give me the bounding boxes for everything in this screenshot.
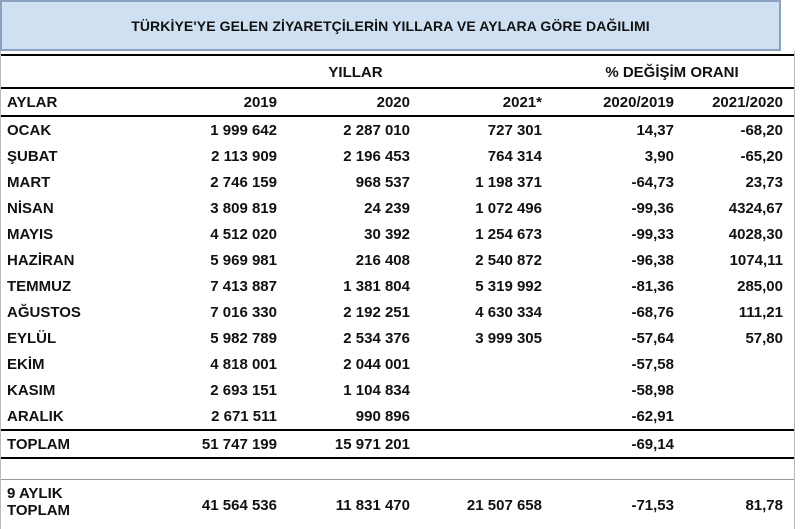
- nine-month-label-line2: TOPLAM: [7, 502, 71, 519]
- total-2020: 15 971 201: [334, 435, 410, 453]
- change-2021-2020: 23,73: [745, 173, 783, 191]
- change-2020-2019: -58,98: [631, 381, 674, 399]
- value-2019: 7 413 887: [210, 277, 277, 295]
- nine-month-2019: 41 564 536: [201, 496, 277, 514]
- col-header-2019: 2019: [243, 93, 277, 111]
- table-row: [1, 169, 794, 195]
- total-2021: [431, 431, 542, 457]
- nine-month-label-line1: 9 AYLIK: [7, 485, 63, 502]
- value-2021: 5 319 992: [475, 277, 542, 295]
- change-2021-2020: -65,20: [740, 147, 783, 165]
- month-name: ARALIK: [7, 407, 64, 425]
- nine-month-2020: 11 831 470: [335, 496, 410, 514]
- change-2020-2019: -81,36: [631, 277, 674, 295]
- change-2021-2020: 111,21: [738, 303, 783, 321]
- month-name: NİSAN: [7, 199, 54, 217]
- value-2021: [431, 351, 542, 377]
- table-row: [1, 117, 794, 143]
- divider-spacer: [1, 479, 794, 480]
- change-2021-2020: 4324,67: [728, 199, 783, 217]
- month-name: EYLÜL: [7, 329, 57, 347]
- total-change-2020-2019: -69,14: [631, 435, 674, 453]
- table-row: [1, 247, 794, 273]
- change-2021-2020: [681, 351, 783, 377]
- table-row: [1, 273, 794, 299]
- value-2019: 2 746 159: [210, 173, 277, 191]
- value-2020: 990 896: [355, 407, 410, 425]
- month-name: OCAK: [7, 121, 52, 139]
- value-2019: 2 113 909: [211, 147, 277, 165]
- month-name: AĞUSTOS: [7, 303, 81, 321]
- value-2021: 764 314: [487, 147, 542, 165]
- change-2021-2020: 57,80: [745, 329, 783, 347]
- change-2021-2020: [681, 403, 783, 429]
- table-title-bar: [0, 0, 781, 51]
- col-header-months: AYLAR: [7, 93, 58, 111]
- table-row: [1, 221, 794, 247]
- total-row: [1, 431, 794, 457]
- table-frame: [0, 51, 795, 529]
- value-2020: 2 196 453: [343, 147, 410, 165]
- divider-top: [1, 54, 794, 56]
- value-2019: 4 512 020: [210, 225, 277, 243]
- month-name: MAYIS: [7, 225, 54, 243]
- value-2021: 2 540 872: [475, 251, 542, 269]
- value-2019: 5 969 981: [210, 251, 277, 269]
- change-2020-2019: -64,73: [631, 173, 674, 191]
- col-header-change-2021-2020: 2021/2020: [712, 93, 783, 111]
- change-2020-2019: 14,37: [636, 121, 674, 139]
- value-2020: 1 381 804: [343, 277, 410, 295]
- table-row: [1, 195, 794, 221]
- month-name: HAZİRAN: [7, 251, 75, 269]
- value-2021: 727 301: [487, 121, 542, 139]
- value-2020: 2 287 010: [343, 121, 410, 139]
- change-2021-2020: 1074,11: [729, 251, 783, 269]
- column-header-row: [1, 89, 794, 115]
- month-name: TEMMUZ: [7, 277, 72, 295]
- change-group-header: % DEĞİŞİM ORANI: [605, 63, 739, 81]
- total-label: TOPLAM: [7, 435, 71, 453]
- value-2019: 3 809 819: [210, 199, 277, 217]
- change-2021-2020: [681, 377, 783, 403]
- divider-after-total: [1, 457, 794, 459]
- change-2020-2019: -57,64: [631, 329, 674, 347]
- value-2021: 3 999 305: [475, 329, 542, 347]
- change-2021-2020: 285,00: [737, 277, 783, 295]
- change-2020-2019: -57,58: [631, 355, 674, 373]
- change-2021-2020: -68,20: [740, 121, 783, 139]
- value-2019: 4 818 001: [210, 355, 277, 373]
- total-2019: 51 747 199: [201, 435, 277, 453]
- table-row: [1, 143, 794, 169]
- change-2020-2019: -62,91: [631, 407, 674, 425]
- value-2020: 968 537: [355, 173, 410, 191]
- value-2021: 1 198 371: [475, 173, 542, 191]
- nine-month-change-2021-2020: 81,78: [745, 496, 783, 514]
- table-row: [1, 351, 794, 377]
- change-2020-2019: -99,36: [631, 199, 674, 217]
- total-change-2021-2020: [681, 431, 783, 457]
- group-header-row: [1, 59, 794, 85]
- change-2020-2019: -96,38: [631, 251, 674, 269]
- value-2021: [431, 377, 542, 403]
- nine-month-2021: 21 507 658: [466, 496, 542, 514]
- value-2020: 24 239: [364, 199, 410, 217]
- value-2019: 2 693 151: [210, 381, 277, 399]
- col-header-2021: 2021*: [502, 93, 542, 111]
- value-2019: 2 671 511: [211, 407, 277, 425]
- col-header-change-2020-2019: 2020/2019: [603, 93, 674, 111]
- month-name: KASIM: [7, 381, 56, 399]
- value-2020: 2 534 376: [343, 329, 410, 347]
- value-2020: 216 408: [355, 251, 410, 269]
- value-2020: 1 104 834: [343, 381, 410, 399]
- value-2020: 30 392: [364, 225, 410, 243]
- table-row: [1, 299, 794, 325]
- change-2020-2019: -68,76: [631, 303, 674, 321]
- table-row: [1, 377, 794, 403]
- value-2020: 2 044 001: [343, 355, 410, 373]
- value-2021: 4 630 334: [475, 303, 542, 321]
- table-title: TÜRKİYE'YE GELEN ZİYARETÇİLERİN YILLARA VE AYLARA GÖRE DAĞILIMI: [131, 17, 650, 34]
- value-2019: 5 982 789: [210, 329, 277, 347]
- years-group-header: YILLAR: [328, 63, 383, 81]
- value-2021: 1 254 673: [475, 225, 542, 243]
- month-name: ŞUBAT: [7, 147, 58, 165]
- value-2019: 7 016 330: [210, 303, 277, 321]
- table-row: [1, 403, 794, 429]
- value-2019: 1 999 642: [210, 121, 277, 139]
- value-2021: [431, 403, 542, 429]
- change-2020-2019: -99,33: [631, 225, 674, 243]
- col-header-2020: 2020: [376, 93, 410, 111]
- month-name: EKİM: [7, 355, 45, 373]
- change-2021-2020: 4028,30: [728, 225, 783, 243]
- change-2020-2019: 3,90: [644, 147, 674, 165]
- table-row: [1, 325, 794, 351]
- nine-month-total-row: [1, 482, 794, 528]
- month-name: MART: [7, 173, 51, 191]
- nine-month-label: [7, 482, 177, 528]
- value-2020: 2 192 251: [343, 303, 410, 321]
- value-2021: 1 072 496: [475, 199, 542, 217]
- nine-month-change-2020-2019: -71,53: [631, 496, 674, 514]
